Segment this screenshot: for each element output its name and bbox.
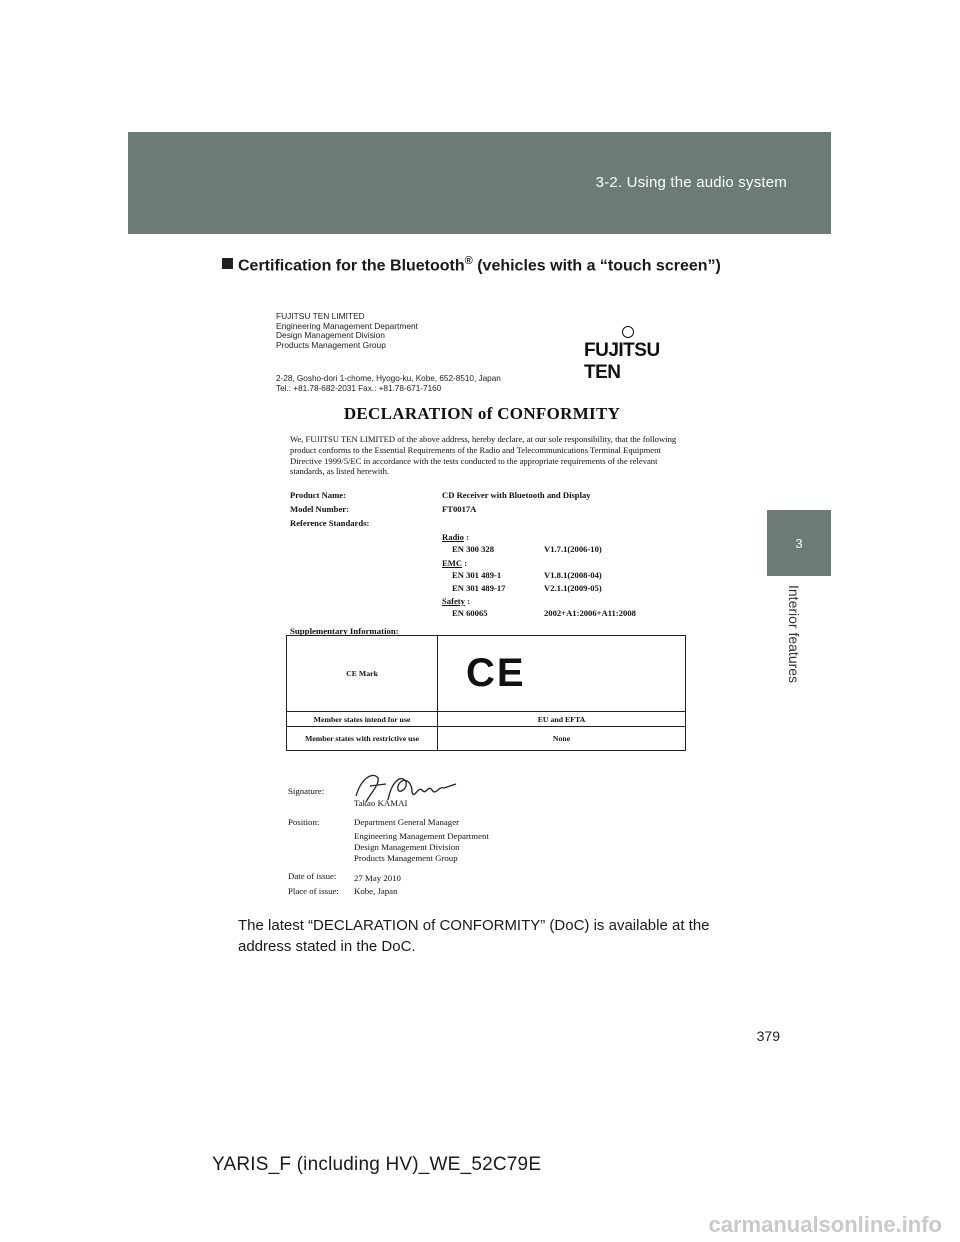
std-code: EN 301 489-1 [452, 570, 502, 580]
supplementary-label: Supplementary Information: [290, 626, 399, 636]
std-code: EN 301 489-17 [452, 583, 506, 593]
restrictive-use-value: None [438, 727, 686, 751]
model-number-label: Model Number: [290, 504, 349, 514]
logo-ring-icon [622, 326, 634, 338]
declaration-intro: We, FUJITSU TEN LIMITED of the above address, hereby declare, at our sole responsibility, that the following product conforms to the Essential Requirements of the Radio and Telecommunications Terminal Equipment Directive 1999/5/EC in accordance with the tests conducted to the appropriate requirements of the relevant standards, as listed herewith. [290, 434, 677, 477]
std-version: V1.8.1(2008-04) [544, 570, 602, 580]
footer-code: YARIS_F (including HV)_WE_52C79E [212, 1154, 542, 1175]
page-number: 379 [756, 1028, 780, 1044]
section-heading: Certification for the Bluetooth® (vehicles with a “touch screen”) [222, 255, 721, 275]
declaration-certificate [262, 312, 702, 902]
std-version: 2002+A1:2006+A11:2008 [544, 608, 636, 618]
position-label: Position: [288, 817, 320, 827]
body-paragraph: The latest “DECLARATION of CONFORMITY” (DoC) is available at the address stated in the DoC. [238, 917, 710, 955]
member-states-label: Member states intend for use [287, 712, 438, 727]
place-label: Place of issue: [288, 886, 339, 896]
emc-heading: EMC : [442, 558, 468, 568]
header-band [128, 132, 831, 234]
product-name-value: CD Receiver with Bluetooth and Display [442, 490, 591, 500]
company-block: FUJITSU TEN LIMITED Engineering Management Department Design Management Division Products Management Group [276, 311, 418, 350]
std-code: EN 300 328 [452, 544, 495, 554]
radio-heading: Radio : [442, 532, 469, 542]
position-value: Department General Manager Engineering Management Department Design Management Division Products Management Group [354, 817, 489, 863]
member-states-value: EU and EFTA [438, 712, 686, 727]
chapter-label: Interior features [786, 585, 802, 684]
restrictive-use-label: Member states with restrictive use [287, 727, 438, 751]
signature-label: Signature: [288, 786, 325, 796]
product-name-label: Product Name: [290, 490, 346, 500]
watermark: carmanualsonline.info [708, 1212, 942, 1237]
fujitsu-ten-logo: FUJITSU TEN [584, 326, 694, 366]
chapter-tab [767, 510, 831, 576]
square-bullet-icon [222, 258, 233, 269]
model-number-value: FT0017A [442, 504, 477, 514]
company-address: 2-28, Gosho-dori 1-chome, Hyogo-ku, Kobe, 652-8510, Japan Tel.: +81.78-682-2031 Fax.: +81.78-671-7160 [276, 374, 501, 393]
reference-standards-label: Reference Standards: [290, 518, 370, 528]
ce-mark-label: CE Mark [287, 636, 438, 712]
signer-name: Takao KAMAI [354, 798, 408, 808]
doc-title: DECLARATION of CONFORMITY [343, 404, 621, 423]
std-code: EN 60065 [452, 608, 488, 618]
ce-mark-icon: CE [466, 651, 526, 695]
date-label: Date of issue: [288, 871, 337, 881]
ce-mark-cell [438, 636, 686, 712]
ce-info-table [286, 635, 686, 751]
place-value: Kobe, Japan [354, 886, 398, 896]
section-title: 3-2. Using the audio system [595, 174, 787, 191]
chapter-number: 3 [795, 535, 803, 551]
date-value: 27 May 2010 [354, 873, 401, 883]
std-version: V1.7.1(2006-10) [544, 544, 602, 554]
std-version: V2.1.1(2009-05) [544, 583, 602, 593]
safety-heading: Safety : [442, 596, 470, 606]
